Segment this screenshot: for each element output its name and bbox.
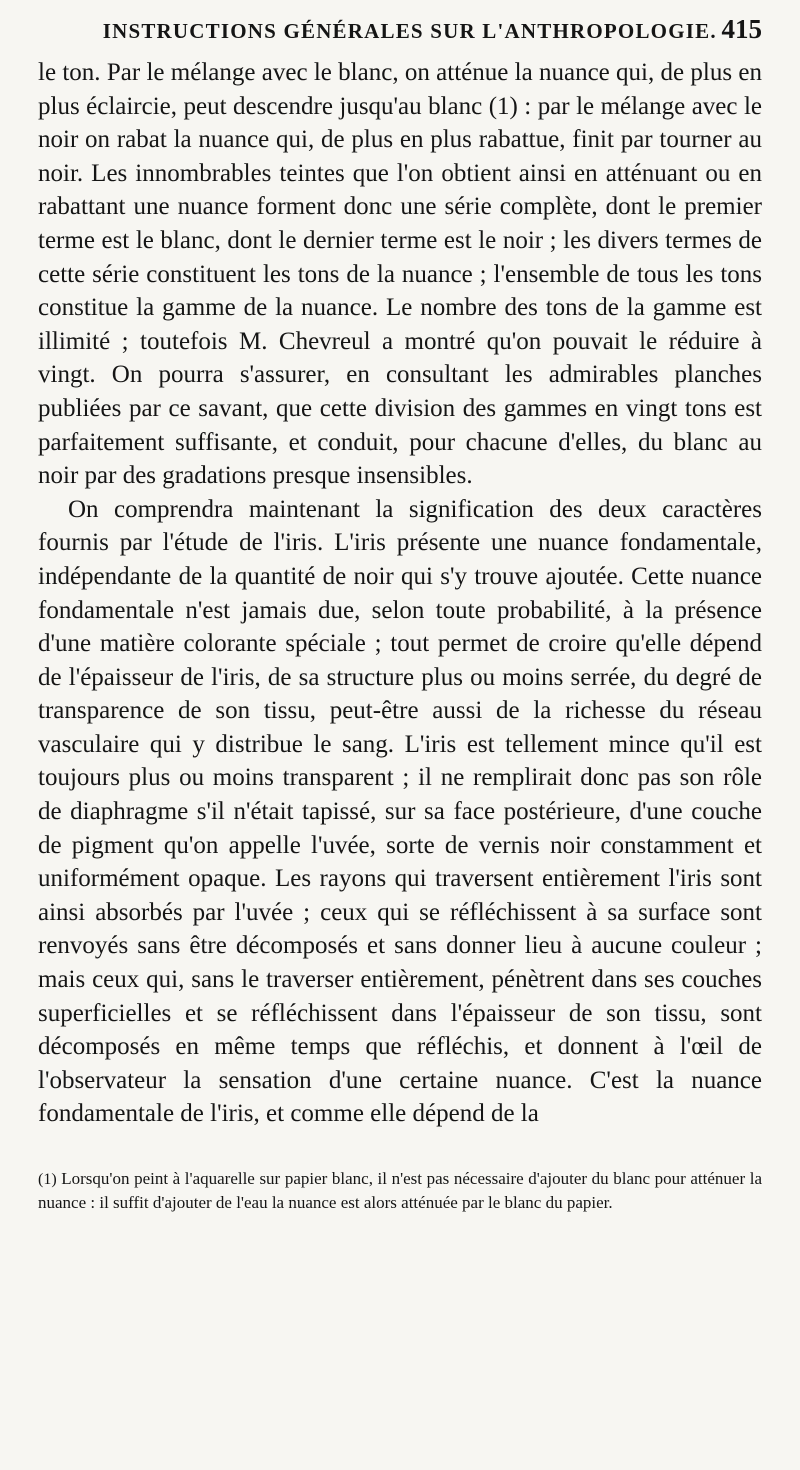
- running-head: [38, 14, 762, 54]
- page-number: 415: [721, 14, 762, 44]
- footnote: [38, 1167, 762, 1214]
- footnote-mark: (1): [38, 1171, 57, 1188]
- paragraph-continuation: le ton. Par le mélange avec le blanc, on atténue la nuance qui, de plus en plus éclaircie, peut descendre jusqu'au blanc (1) : par le mélange avec le noir on rabat la nuance qui, de plus en plus rabattue, finit par tourner au noir. Les innombrables teintes que l'on obtient ainsi en atténuant ou en rabattant une nuance forment donc une série complète, dont le premier terme est le blanc, dont le dernier terme est le noir ; les divers termes de cette série constituent les tons de la nuance ; l'ensemble de tous les tons constitue la gamme de la nuance. Le nombre des tons de la gamme est illimité ; toutefois M. Chevreul a montré qu'on pouvait le réduire à vingt. On pourra s'assurer, en consultant les admirables planches publiées par ce savant, que cette division des gammes en vingt tons est parfaitement suffisante, et conduit, pour chacune d'elles, du blanc au noir par des gradations presque insensibles.: [38, 59, 762, 490]
- paragraph-iris: On comprendra maintenant la signification des deux caractères fournis par l'étude de l'iris. L'iris présente une nuance fondamentale, indépendante de la quantité de noir qui s'y trouve ajoutée. Cette nuance fondamentale n'est jamais due, selon toute probabilité, à la présence d'une matière colorante spéciale ; tout permet de croire qu'elle dépend de l'épaisseur de l'iris, de sa structure plus ou moins serrée, du degré de transparence de son tissu, peut-être aussi de la richesse du réseau vasculaire qui y distribue le sang. L'iris est tellement mince qu'il est toujours plus ou moins transparent ; il ne remplirait donc pas son rôle de diaphragme s'il n'était tapissé, sur sa face postérieure, d'une couche de pigment qu'on appelle l'uvée, sorte de vernis noir constamment et uniformément opaque. Les rayons qui traversent entièrement l'iris sont ainsi absorbés par l'uvée ; ceux qui se réfléchissent à sa surface sont renvoyés sans être décomposés et sans donner lieu à aucune couleur ; mais ceux qui, sans le traverser entièrement, pénètrent dans ses couches superficielles et se réfléchissent dans l'épaisseur de son tissu, sont décomposés en même temps que réfléchis, et donnent à l'œil de l'observateur la sensation d'une certaine nuance. C'est la nuance fondamentale de l'iris, et comme elle dépend de la: [38, 495, 762, 1128]
- footnote-text: Lorsqu'on peint à l'aquarelle sur papier blanc, il n'est pas nécessaire d'ajouter du blanc pour atténuer la nuance : il suffit d'ajouter de l'eau la nuance est alors atténuée par le blanc du papier.: [38, 1169, 762, 1212]
- running-head-title: INSTRUCTIONS GÉNÉRALES SUR L'ANTHROPOLOGIE.: [102, 19, 717, 43]
- body-text: [38, 56, 762, 1131]
